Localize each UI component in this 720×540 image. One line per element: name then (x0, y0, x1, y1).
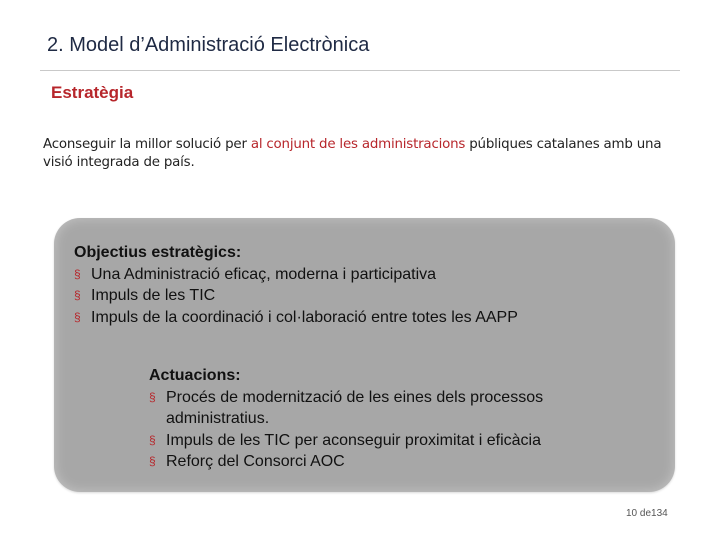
action-text: Impuls de les TIC per aconseguir proximitat i eficàcia (166, 431, 541, 449)
action-text: Procés de modernització de les eines dels processos administratius. (166, 388, 544, 427)
actions-heading: Actuacions: (149, 367, 241, 384)
action-item (149, 387, 619, 430)
objectives-list (74, 264, 524, 329)
objectives-block (74, 242, 524, 328)
objective-text: Impuls de les TIC (91, 287, 216, 304)
intro-text-start: Aconseguir la millor solució per (43, 137, 251, 152)
objective-item (74, 264, 524, 286)
objectives-heading: Objectius estratègics: (74, 244, 242, 261)
slide-title: 2. Model d’Administració Electrònica (47, 34, 370, 56)
page-number: 10 de134 (626, 508, 668, 519)
bullet-icon: § (149, 389, 156, 404)
actions-block (149, 365, 619, 473)
bullet-icon: § (74, 288, 81, 302)
slide-subtitle: Estratègia (51, 83, 134, 102)
action-item (149, 430, 619, 452)
action-text: Reforç del Consorci AOC (166, 453, 345, 470)
objective-item (74, 307, 524, 329)
action-item (149, 451, 619, 473)
objective-item (74, 285, 524, 307)
bullet-icon: § (149, 454, 156, 468)
title-divider (40, 70, 680, 71)
intro-text-end: públiques catalanes amb una visió integrada de país. (43, 137, 662, 170)
bullet-icon: § (149, 432, 156, 447)
intro-paragraph (43, 136, 683, 172)
intro-highlight: al conjunt de les administracions (250, 137, 466, 152)
objective-text: Impuls de la coordinació i col·laboració entre totes les AAPP (91, 308, 518, 326)
actions-list (149, 387, 619, 473)
bullet-icon: § (74, 309, 81, 324)
bullet-icon: § (74, 266, 81, 281)
objective-text: Una Administració eficaç, moderna i participativa (91, 265, 437, 283)
